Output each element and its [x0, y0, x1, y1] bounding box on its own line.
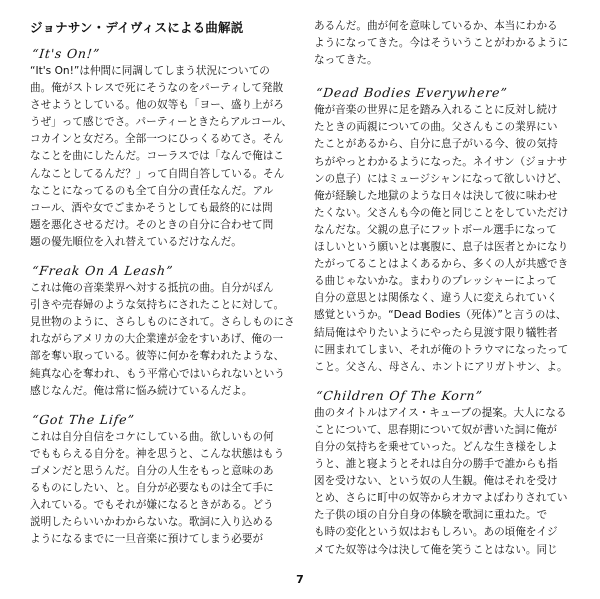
text-line: うと、誰と寝ようとそれは自分の勝手で誰からも指	[314, 458, 558, 471]
song-children-of-the-korn	[314, 388, 586, 559]
song-title: “Children Of The Korn”	[315, 387, 484, 403]
text-line: たくない。父さんも今の俺と同じことをしていただけ	[314, 206, 569, 219]
left-column	[30, 18, 306, 560]
right-column	[314, 18, 586, 571]
text-line: 感じなんだ。俺は常に悩み続けているんだよ。	[30, 384, 253, 397]
continued-text	[314, 18, 586, 69]
text-line: なってきた。	[314, 54, 378, 67]
text-line: 説明したらいいかわからないな。歌詞に入り込める	[30, 516, 274, 529]
text-line: る曲じゃないかな。まわりのプレッシャーによって	[314, 275, 557, 288]
text-line: ことについて、思春期について奴が書いた詞に俺が	[314, 423, 558, 436]
text-line: 入れている。でもそれが嫌になるときがある。どう	[30, 499, 274, 512]
text-line: たことがあるから、自分に息子がいる今、彼の気持	[314, 138, 558, 151]
song-title: “It's On!”	[31, 46, 101, 61]
text-line: 純真な心を奪われ、もう平常心ではいられないという	[30, 367, 285, 380]
text-line: たがってることはよくあるから、多くの人が共感でき	[314, 258, 569, 271]
text-line: るものにしたい、と。自分が必要なものは全て手に	[30, 481, 274, 494]
song-got-the-life	[30, 412, 306, 549]
text-line: ほしいという願いとは裏腹に、息子は医者とかになり	[314, 241, 569, 254]
text-line: 俺が経験した地獄のような日々は決して彼に味わせ	[314, 189, 558, 202]
text-line: ようになるまでに一旦音楽に預けてしまう必要が	[30, 533, 264, 546]
text-line: 自分の気持ちを乗せていった。どんな生き様をしよ	[314, 440, 558, 453]
song-description	[314, 102, 586, 376]
text-line: 引きや売春婦のような気持ちにされたことに対して。	[30, 299, 285, 312]
text-line: コール、酒や女でごまかそうとしても最終的には問	[30, 201, 273, 214]
song-description	[30, 63, 306, 251]
song-title: “Dead Bodies Everywhere”	[315, 85, 509, 101]
text-line: 自分の意思とは関係なく、違う人に変えられていく	[314, 292, 558, 305]
song-description	[30, 429, 306, 549]
text-line: あるんだ。曲が何を意味しているか、本当にわかる	[314, 20, 558, 32]
page-heading: ジョナサン・デイヴィスによる曲解説	[30, 20, 244, 35]
text-line: 図を受けない、という奴の人生観。俺はそれを受け	[314, 475, 558, 488]
text-line: 題の優先順位を入れ替えているだけなんだ。	[30, 235, 242, 248]
text-line: これは自分自信をコケにしている曲。欲しいもの何	[30, 430, 274, 443]
text-line: 部を奪い取っている。彼等に何かを奪われたような、	[30, 350, 285, 363]
text-line: これは俺の音楽業界へ対する抵抗の曲。自分がぽん	[30, 282, 274, 295]
text-line: でももらえる自分を。神を思うと、こんな状態はもう	[30, 447, 285, 460]
text-line: たときの両親についての曲。父さんもこの業界にい	[314, 121, 558, 134]
text-line: に囲まれてしまい、それが俺のトラウマになったって	[314, 343, 569, 356]
song-dead-bodies-everywhere	[314, 85, 586, 376]
text-line: ちがやっとわかるようになった。ネイサン（ジョナサ	[314, 155, 568, 168]
text-line: 結局俺はやりたいようにやったら見渡す限り犠牲者	[314, 326, 558, 339]
text-line: 俺が音楽の世界に足を踏み入れることに反対し続け	[314, 104, 558, 117]
text-line: も時の変化という奴はおもしろい。あの頃俺をイジ	[314, 526, 558, 539]
text-line: メてた奴等は今は決して俺を笑うことはない。同じ	[314, 543, 558, 556]
text-line: 題を悪化させるだけ。そのときの自分に合わせて問	[30, 218, 274, 231]
text-line: コカインと女だろ。全部一つにひっくるめてさ。そん	[30, 133, 284, 146]
continued-description	[314, 18, 586, 69]
text-line: こと。父さん、母さん、ホントにアリガトサン、よ。	[314, 360, 568, 373]
text-line: ゴメンだと思うんだ。自分の人生をもっと意味のあ	[30, 464, 274, 477]
text-line: た子供の頃の自分自身の体験を歌詞に重ねた。で	[314, 509, 548, 522]
song-freak-on-a-leash	[30, 263, 306, 400]
text-line: 曲。俺がストレスで死にそうなのをパーティして発散	[30, 82, 284, 95]
song-its-on	[30, 46, 306, 251]
text-line: なことを曲にしたんだ。コーラスでは「なんで俺はこ	[30, 150, 284, 163]
text-line: 曲のタイトルはアイス・キューブの提案。大人になる	[314, 406, 567, 419]
text-line: れながらアメリカの大企業達が金をすいあげ、俺の一	[30, 333, 284, 346]
text-line: ようになってきた。今はそういうことがわかるように	[314, 37, 569, 50]
song-description	[30, 280, 306, 400]
text-line: んなことしてるんだ？」って自問自答している。そん	[30, 167, 285, 180]
text-line: なことになってるのも全て自分の責任なんだ。アル	[30, 184, 274, 197]
song-title: “Got The Life”	[31, 411, 136, 427]
text-line: 見世物のように、さらしものにされて。さらしものにさ	[30, 316, 295, 329]
song-title: “Freak On A Leash”	[31, 263, 174, 279]
text-line: なんだな。父親の息子にフットボール選手になって	[314, 223, 557, 236]
text-line: うぜ」って感じでさ。パーティーときたらアルコール、	[30, 116, 293, 129]
text-line: とめ、さらに町中の奴等からオカマよばわりされてい	[314, 492, 568, 505]
text-line: 感覚というか。“Dead Bodies（死体）”と言うのは、	[314, 309, 567, 322]
page-number: 7	[296, 573, 304, 586]
text-line: ンの息子）にはミュージシャンになって欲しいけど、	[314, 172, 568, 185]
text-line: させようとしている。他の奴等も「ヨー、盛り上がろ	[30, 99, 284, 112]
song-description	[314, 405, 586, 559]
text-line: “It's On!”は仲間に同調してしまう状況についての	[30, 65, 270, 77]
